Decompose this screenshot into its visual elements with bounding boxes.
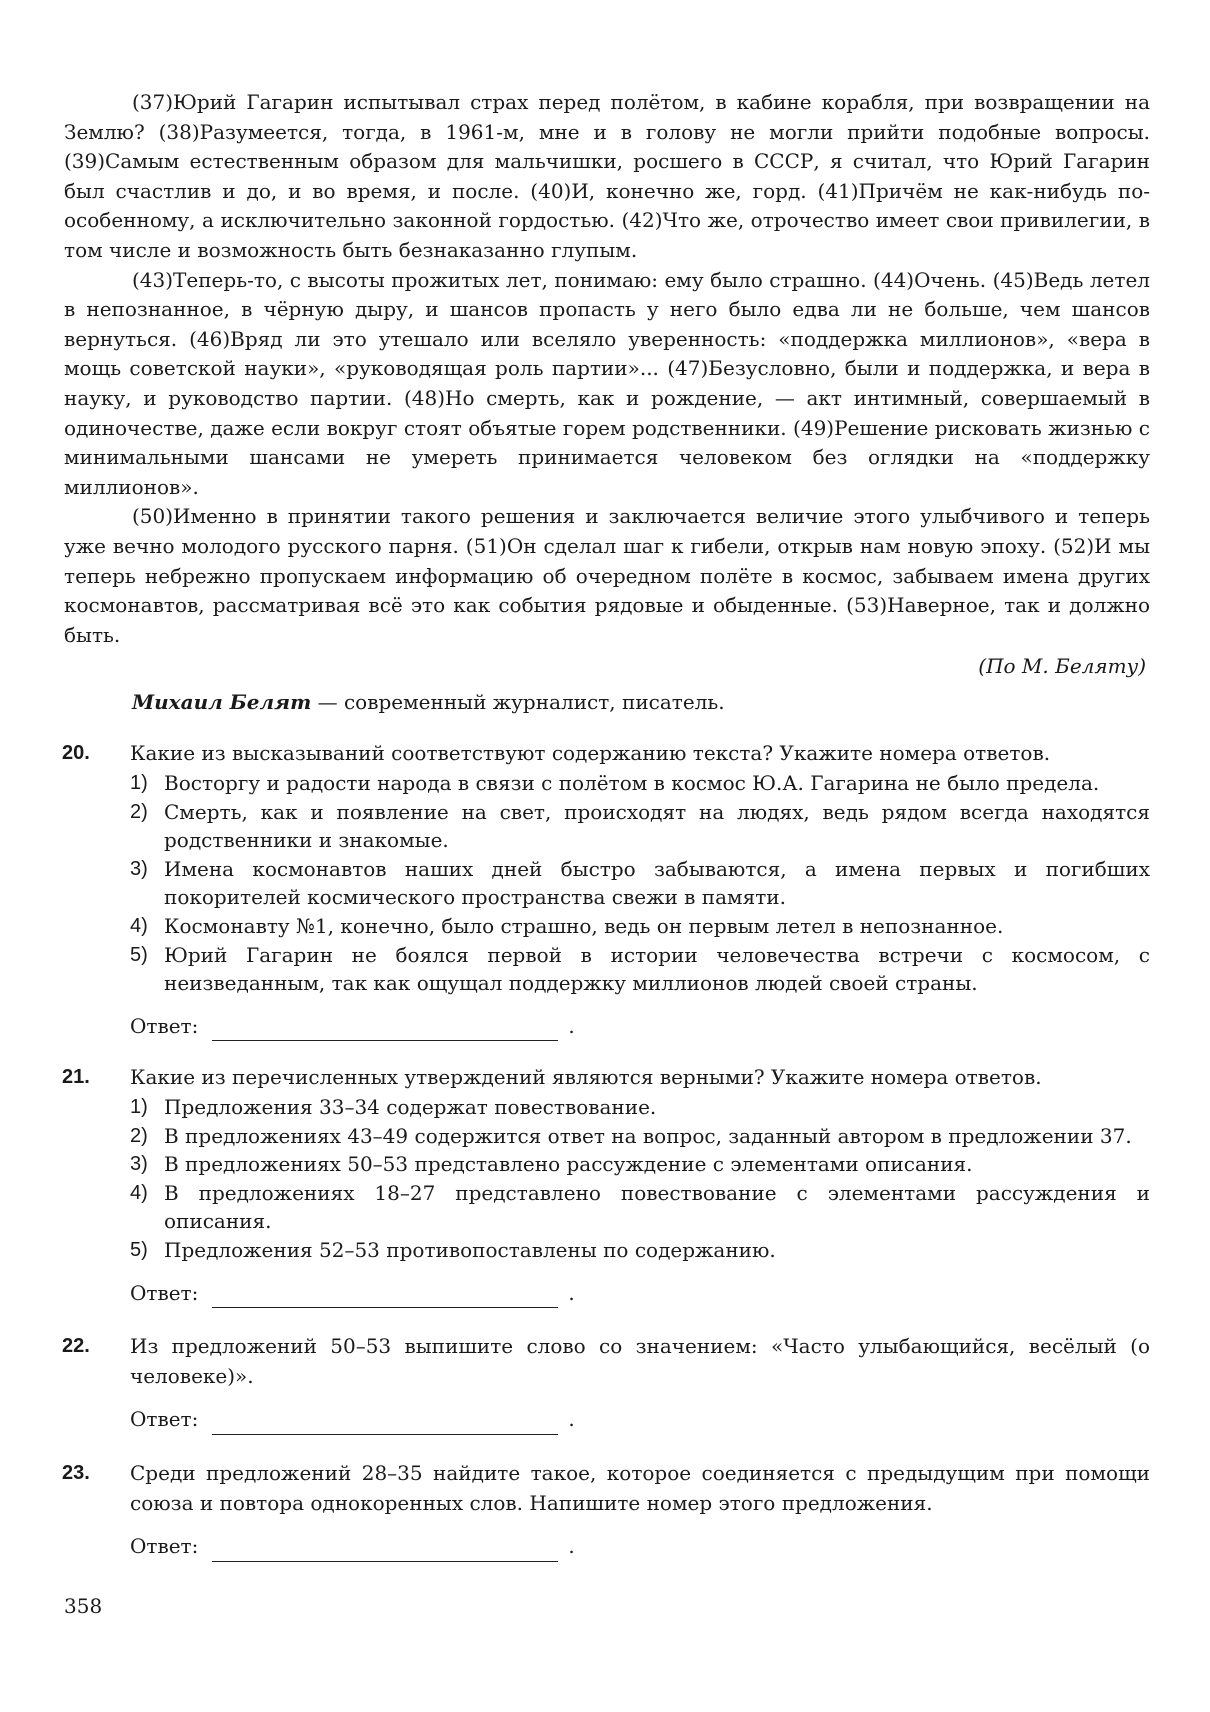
task-question: Из предложений 50–53 выпишите слово со значением: «Часто улыбающийся, весёлый (о человеке)». xyxy=(130,1334,1150,1388)
option-item xyxy=(130,1093,1150,1122)
option-text: Юрий Гагарин не боялся первой в истории человечества встречи с космосом, с неизведанным, так как ощущал поддержку миллионов людей своей страны. xyxy=(164,942,1150,996)
answer-row xyxy=(130,1405,1150,1435)
author-note xyxy=(60,688,1150,718)
option-text: Смерть, как и появление на свет, происходят на людях, ведь рядом всегда находятся родственники и знакомые. xyxy=(164,799,1150,853)
task-23 xyxy=(60,1459,1150,1562)
page-number: 358 xyxy=(64,1594,103,1618)
task-number: 21. xyxy=(62,1066,90,1089)
task-question: Среди предложений 28–35 найдите такое, которое соединяется с предыдущим при помощи союза и повтора однокоренных слов. Напишите номер этого предложения. xyxy=(130,1460,1150,1515)
option-number: 2) xyxy=(130,1124,148,1147)
option-number: 4) xyxy=(130,915,148,938)
option-list xyxy=(130,1093,1150,1265)
answer-dot: . xyxy=(568,1534,575,1559)
option-number: 2) xyxy=(130,800,148,823)
task-number: 20. xyxy=(62,742,90,765)
author-description: — современный журналист, писатель. xyxy=(311,689,725,714)
option-list xyxy=(130,769,1150,998)
option-text: Космонавту №1, конечно, было страшно, ведь он первым летел в непознанное. xyxy=(164,914,1004,939)
answer-field[interactable] xyxy=(212,1541,558,1562)
option-item xyxy=(130,855,1150,912)
answer-label: Ответ: xyxy=(130,1407,199,1432)
answer-row xyxy=(130,1279,1150,1309)
author-name: Михаил Белят xyxy=(132,689,312,714)
attribution: (По М. Беляту) xyxy=(978,654,1146,679)
option-item xyxy=(130,912,1150,941)
option-text: Имена космонавтов наших дней быстро забываются, а имена первых и погибших покорителей космического пространства свежи в памяти. xyxy=(164,856,1150,910)
option-number: 4) xyxy=(130,1181,148,1204)
text-paragraph-3: (50)Именно в принятии такого решения и заключается величие этого улыбчивого и теперь уже вечно молодого русского парня. (51)Он сделал шаг к гибели, открыв нам новую эпоху. (52)И мы теперь небрежно пропускаем информацию об очередном полёте в космос, забываем имена других космонавтов, рассматривая всё это как события рядовые и обыденные. (53)Наверное, так и должно быть. xyxy=(64,504,1150,647)
option-number: 3) xyxy=(130,1153,148,1176)
task-number: 22. xyxy=(62,1335,90,1358)
answer-row xyxy=(130,1012,1150,1042)
text-paragraph-1: (37)Юрий Гагарин испытывал страх перед полётом, в кабине корабля, при возвращении на Землю? (38)Разумеется, тогда, в 1961-м, мне и в голову не могли прийти подобные вопросы. (39)Самым естественным образом для мальчишки, росшего в СССР, я считал, что Юрий Гагарин был счастлив и до, и во время, и после. (40)И, конечно же, горд. (41)Причём не как-нибудь по-особенному, а исключительно законной гордостью. (42)Что же, отрочество имеет свои привилегии, в том числе и возможность быть безнаказанно глупым. xyxy=(64,90,1150,262)
answer-field[interactable] xyxy=(212,1287,558,1308)
option-item xyxy=(130,769,1150,798)
option-text: В предложениях 50–53 представлено рассуждение с элементами описания. xyxy=(164,1152,973,1177)
answer-field[interactable] xyxy=(212,1020,558,1041)
answer-label: Ответ: xyxy=(130,1534,199,1559)
answer-label: Ответ: xyxy=(130,1013,199,1038)
option-text: Предложения 52–53 противопоставлены по содержанию. xyxy=(164,1237,776,1262)
task-22 xyxy=(60,1332,1150,1435)
option-text: Восторгу и радости народа в связи с полётом в космос Ю.А. Гагарина не было предела. xyxy=(164,771,1100,796)
option-item xyxy=(130,1122,1150,1151)
option-number: 5) xyxy=(130,943,148,966)
option-number: 1) xyxy=(130,772,148,795)
option-number: 1) xyxy=(130,1096,148,1118)
task-number: 23. xyxy=(62,1461,90,1484)
answer-dot: . xyxy=(568,1013,575,1038)
answer-field[interactable] xyxy=(212,1414,558,1435)
option-item xyxy=(130,1179,1150,1236)
answer-label: Ответ: xyxy=(130,1280,199,1305)
text-paragraph-2: (43)Теперь-то, с высоты прожитых лет, понимаю: ему было страшно. (44)Очень. (45)Ведь летел в непознанное, в чёрную дыру, и шансов пропасть у него было едва ли не больше, чем шансов вернуться. (46)Вряд ли это утешало или вселяло уверенность: «поддержка миллионов», «вера в мощь советской науки», «руководящая роль партии»... (47)Безусловно, были и поддержка, и вера в науку, и руководство партии. (48)Но смерть, как и рождение, — акт интимный, совершаемый в одиночестве, даже если вокруг стоят объятые горем родственники. (49)Решение рисковать жизнью с минимальными шансами не умереть принимается человеком без оглядки на «поддержку миллионов». xyxy=(64,267,1150,499)
answer-dot: . xyxy=(568,1280,575,1305)
option-text: В предложениях 43–49 содержится ответ на вопрос, заданный автором в предложении 37. xyxy=(164,1123,1132,1148)
option-number: 3) xyxy=(130,857,148,880)
answer-row xyxy=(130,1532,1150,1562)
option-item xyxy=(130,1236,1150,1265)
option-number: 5) xyxy=(130,1238,148,1261)
option-item xyxy=(130,1150,1150,1179)
option-text: Предложения 33–34 содержат повествование. xyxy=(164,1095,657,1119)
task-21 xyxy=(60,1063,1150,1308)
task-question: Какие из высказываний соответствуют содержанию текста? Укажите номера ответов. xyxy=(130,741,1051,766)
task-20 xyxy=(60,739,1150,1041)
answer-dot: . xyxy=(568,1407,575,1432)
option-text: В предложениях 18–27 представлено повествование с элементами рассуждения и описания. xyxy=(164,1180,1150,1234)
task-question: Какие из перечисленных утверждений являются верными? Укажите номера ответов. xyxy=(130,1065,1042,1090)
option-item xyxy=(130,798,1150,855)
option-item xyxy=(130,941,1150,998)
page-content xyxy=(60,88,1150,1562)
